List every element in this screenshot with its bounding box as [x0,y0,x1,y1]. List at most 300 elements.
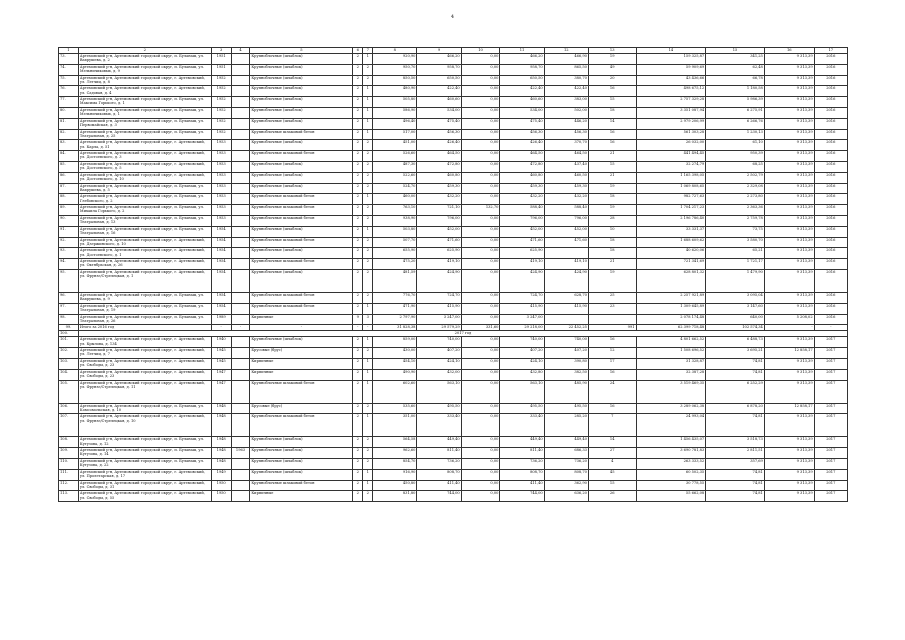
table-cell: 2 [363,403,373,414]
table-cell: 1 [363,414,373,437]
table-cell: 97. [59,303,79,314]
table-row [59,215,848,226]
table-cell: 0,00 [461,75,500,86]
table-cell: 75. [59,75,79,86]
table-cell [231,348,250,359]
table-cell: 460,50 [544,172,588,183]
table-cell: 415,90 [544,303,588,314]
table-cell: 2 [363,215,373,226]
table-cell: 0,00 [461,358,500,369]
table-cell [231,172,250,183]
table-cell: Крупноблочные шлаковый бетон [250,380,353,403]
table-cell: 2 [363,64,373,75]
table-cell: Артемовский р-н, Артемовский городской округ, п. Буланаш, ул. Первомайская, д. 3 [78,118,211,129]
table-cell: Крупноблочные (шлаблок) [250,64,353,75]
table-cell: 625,90 [417,248,461,259]
table-cell: 432,20 [544,194,588,205]
table-cell: 2 [353,172,363,183]
table-cell: 1948 [211,403,231,414]
table-cell: 2 [353,226,363,237]
table-cell: 107. [59,414,79,437]
table-cell: 2 [363,248,373,259]
table-cell: 466,90 [544,54,588,65]
table-cell: 2017 [814,437,847,448]
table-cell: 0,00 [461,54,500,65]
table-cell: 452,00 [417,226,461,237]
table-cell: 495,50 [417,403,461,414]
table-cell: 0,00 [461,458,500,469]
table-cell: 9 [353,314,363,325]
table-cell: Крупноблочные (шлаблок) [250,248,353,259]
table-cell: 740,00 [544,337,588,348]
table-row [59,403,848,414]
table-cell: Крупноблочные шлаковый бетон [250,205,353,216]
table-cell: Артемовский р-н, Артемовский городской округ, п. Буланаш, ул. Кутузова, д. 22 [78,458,211,469]
table-cell: 422,40 [417,86,461,97]
table-cell: 0,00 [461,129,500,140]
table-cell: 426,40 [500,140,544,151]
table-cell: 0,00 [461,194,500,205]
table-cell: 2017 [814,369,847,380]
table-cell: 3 [363,314,373,325]
table-cell: 655,90 [373,248,417,259]
table-cell: Артемовский р-н, Артемовский городской округ, г. Артемовский, ул. Свободы, д. 23 [78,369,211,380]
table-cell: 1952 [211,129,231,140]
table-cell: 0,00 [461,369,500,380]
table-cell: 464,50 [417,151,461,162]
table-cell: 1954 [211,269,231,292]
table-cell: 628 801,32 [636,269,706,292]
table-cell: 865,50 [544,64,588,75]
header-cell: 8 [373,48,417,54]
table-cell: 0,00 [461,151,500,162]
table-cell: Артемовский р-н, Артемовский городской округ, г. Артемовский, ул. Крылова, д. 134 [78,337,211,348]
header-cell: 13 [588,48,636,54]
table-cell: 628,70 [544,292,588,303]
table-cell: 2 [353,151,363,162]
table-cell: Артемовский р-н, Артемовский городской округ, п. Буланаш, ул. Театральная, д. 25 [78,129,211,140]
table-cell: 96. [59,292,79,303]
table-cell: 9 313,39 [764,129,814,140]
header-cell: 11 [500,48,544,54]
table-cell: Артемовский р-н, Артемовский городской округ, г. Артемовский, ул. Фрунзе/Стрелецкая, д. 10 [78,414,211,437]
table-cell: 0,00 [461,269,500,292]
table-cell: 0,00 [461,161,500,172]
table-cell: 740,00 [417,337,461,348]
table-row [59,237,848,248]
table-cell: Артемовский р-н, Артемовский городской округ, п. Буланаш, ул. Комсомольская, д. 10 [78,403,211,414]
table-cell: 3 580,70 [706,237,765,248]
table-cell: 103. [59,358,79,369]
table-cell: 2 [353,129,363,140]
table-cell: 2016 [814,64,847,75]
table-cell: Артемовский р-н, Артемовский городской округ, г. Артемовский, ул. Октябрьская, д. 26 [78,259,211,270]
table-cell: 1 069 808,65 [636,183,706,194]
table-cell: 3 147,60 [706,303,765,314]
table-cell: 0,00 [461,107,500,118]
table-cell: 112. [59,480,79,491]
table-cell: 1953 [211,172,231,183]
table-cell: 2016 [814,172,847,183]
table-cell: Крупноблочные (шлаблок) [250,107,353,118]
table-cell: 2 [363,172,373,183]
table-row [59,107,848,118]
table-cell: 2016 [814,303,847,314]
table-cell: 0,00 [461,259,500,270]
table-cell: 1949 [211,469,231,480]
table-cell: 9 313,39 [764,161,814,172]
table-row [59,248,848,259]
table-cell: 415,90 [500,303,544,314]
table-cell [231,161,250,172]
table-cell: 26 032,00 [636,140,706,151]
total-cell: 31 828,38 [373,325,417,331]
table-cell: 370,70 [544,140,588,151]
table-cell: 2 363,36 [706,205,765,216]
table-cell [231,358,250,369]
header-cell: 3 [211,48,231,54]
table-cell: 2 [363,269,373,292]
table-cell: 2016 [814,314,847,325]
table-cell: 776,70 [373,292,417,303]
table-cell: 1953 [211,215,231,226]
table-row [59,437,848,448]
table-cell: 2 078 174,48 [636,314,706,325]
table-cell: 2017 [814,480,847,491]
table-cell: 15 [588,480,636,491]
table-cell: 18 [588,248,636,259]
table-cell: 2 [353,448,363,459]
table-cell: 2 [353,292,363,303]
table-cell: 9 313,39 [764,448,814,459]
header-cell: 17 [814,48,847,54]
table-cell: 89. [59,205,79,216]
header-cell: 16 [764,48,814,54]
table-cell: 982 727,63 [636,194,706,205]
table-cell: 1 230,13 [706,129,765,140]
housing-register-table [58,47,848,502]
table-cell [231,458,250,469]
table-cell [231,183,250,194]
table-cell: 28 [588,215,636,226]
table-cell: 534,00 [500,107,544,118]
header-cell: 6 [353,48,363,54]
table-cell: Крупноблочные (шлаблок) [250,458,353,469]
table-cell: 5 986,39 [706,97,765,108]
table-cell: 2 273,80 [706,194,765,205]
table-cell: 1954 [211,248,231,259]
table-cell: 2017 [814,469,847,480]
table-cell: 588,40 [544,205,588,216]
table-cell: 9 313,39 [764,248,814,259]
table-cell: 2016 [814,183,847,194]
table-cell: 1952 [211,75,231,86]
table-cell: Артемовский р-н, Артемовский городской округ, п. Буланаш, ул. Вахрушева, д. 2 [78,54,211,65]
table-cell: Кирпичные [250,491,353,502]
header-cell: 1 [59,48,79,54]
table-cell: Артемовский р-н, Артемовский городской округ, г. Артемовский, ул. Пролетарская, д. 17 [78,469,211,480]
table-cell: 471,90 [373,303,417,314]
table-cell: 796,00 [417,215,461,226]
table-cell: 424,10 [500,358,544,369]
table-cell: 9 313,39 [764,64,814,75]
table-cell: 2016 [814,205,847,216]
table-cell: 351,00 [373,414,417,437]
table-cell: 87. [59,183,79,194]
table-cell: 407,20 [544,348,588,359]
table-cell: 2 [353,369,363,380]
table-cell: 0,00 [461,183,500,194]
table-cell: 650,50 [417,75,461,86]
table-cell: 958,70 [417,64,461,75]
table-row [59,448,848,459]
total-cell: - [353,325,363,331]
table-cell: 2017 [814,348,847,359]
table-cell: Артемовский р-н, Артемовский городской округ, г. Артемовский, ул. Летчиц, д. 7 [78,348,211,359]
table-cell: Артемовский р-н, Артемовский городской округ, г. Артемовский, ул. Достоевского, д. 10 [78,172,211,183]
table-cell: 2 [353,480,363,491]
table-cell: 2017 [814,414,847,437]
table-cell [231,314,250,325]
table-cell: 66,78 [706,75,765,86]
table-cell: 962,60 [373,448,417,459]
total-cell: - [363,325,373,331]
table-cell: 2016 [814,292,847,303]
table-cell: Артемовский р-н, Артемовский городской округ, г. Артемовский, ул. Садовая, д. 4 [78,86,211,97]
table-cell: 472,80 [417,161,461,172]
table-cell: 2 797,90 [373,314,417,325]
table-cell: 59 909,69 [636,64,706,75]
table-cell: 1 [363,107,373,118]
table-cell: 498 675,12 [636,86,706,97]
table-row [59,140,848,151]
table-cell: 2 [353,215,363,226]
table-cell: 9 313,39 [764,172,814,183]
table-cell: 21 [588,259,636,270]
table-cell: 2 [353,64,363,75]
table-row [59,303,848,314]
table-cell: 451,00 [373,140,417,151]
table-cell: 0,00 [461,303,500,314]
table-cell: 1950 [211,491,231,502]
table-cell: 2 [353,358,363,369]
table-cell: 111. [59,469,79,480]
table-cell: 1948 [211,414,231,437]
table-cell: Крупноблочные (шлаблок) [250,269,353,292]
table-cell: 1953 [211,161,231,172]
table-cell: 101. [59,337,79,348]
table-cell: 2 [363,448,373,459]
table-cell: 109. [59,448,79,459]
table-cell: Крупноблочные (шлаблок) [250,448,353,459]
table-cell: 686,33 [544,448,588,459]
table-cell: 1952 [211,118,231,129]
total-cell: 29 218,00 [500,325,544,331]
table-cell: 450,80 [373,480,417,491]
table-cell: 9 313,39 [764,480,814,491]
table-cell: Артемовский р-н, Артемовский городской округ, п. Буланаш, ул. Театральная, д. 19 [78,303,211,314]
table-cell: 2 [363,205,373,216]
table-cell: 920,90 [373,54,417,65]
table-cell: Артемовский р-н, Артемовский городской округ, г. Артемовский, ул. Свободы, д. 55 [78,491,211,502]
table-cell: 15 [588,161,636,172]
table-cell: 808,70 [417,469,461,480]
table-cell: 487,30 [373,161,417,172]
table-row [59,259,848,270]
table-cell: 475,40 [500,118,544,129]
table-cell: 2 [363,458,373,469]
table-cell: 1 [363,303,373,314]
table-cell: 9 313,39 [764,303,814,314]
table-cell: 2 759,78 [706,215,765,226]
table-cell: Крупноблочные шлаковый бетон [250,215,353,226]
table-cell: 0,00 [461,140,500,151]
table-cell: 522,60 [373,172,417,183]
table-cell: 263 333,52 [636,458,706,469]
table-cell: 2 [353,86,363,97]
table-cell: 1 456 435,07 [636,437,706,448]
table-cell: 12 [588,348,636,359]
table-cell: 2 [353,491,363,502]
table-cell: 459,30 [417,183,461,194]
table-cell: 471,60 [500,237,544,248]
table-cell [231,118,250,129]
table-cell: 92. [59,237,79,248]
table-cell: 9 313,39 [764,358,814,369]
table-cell: 12 858,17 [764,403,814,414]
total-cell: 29 579,29 [417,325,461,331]
table-cell: 16 [588,403,636,414]
table-cell: 84. [59,151,79,162]
table-cell: 2016 [814,97,847,108]
table-cell: 602,60 [373,380,417,403]
table-cell: 2017 [814,358,847,369]
header-cell: 9 [417,48,461,54]
table-cell: Артемовский р-н, Артемовский городской округ, г. Артемовский, ул. Достоевского, д. 3 [78,151,211,162]
header-cell: 7 [363,48,373,54]
table-cell: 93. [59,248,79,259]
table-cell: 1954 [211,237,231,248]
table-row [59,205,848,216]
table-cell [231,380,250,403]
table-cell: 650,50 [500,75,544,86]
table-cell: 6 252,29 [706,380,765,403]
table-cell: 2 [353,205,363,216]
header-cell: 15 [706,48,765,54]
table-cell: 0,00 [461,414,500,437]
table-row [59,161,848,172]
table-cell [231,75,250,86]
total-cell: - [250,325,353,331]
table-cell: Артемовский р-н, Артемовский городской округ, п. Буланаш, ул. Мельничиковых, д. 9 [78,64,211,75]
table-cell: 9 313,39 [764,226,814,237]
table-cell: Крупноблочные шлаковый бетон [250,151,353,162]
table-cell: 564,58 [373,437,417,448]
table-cell: 456,30 [544,129,588,140]
table-cell: 61,10 [706,140,765,151]
table-cell: 2 [353,194,363,205]
table-cell: 2016 [814,194,847,205]
table-cell: 6 878,20 [706,403,765,414]
table-cell: 724,70 [500,292,544,303]
table-row [59,358,848,369]
table-cell: 26 [588,491,636,502]
table-cell [231,303,250,314]
table-cell: 18 [588,237,636,248]
table-cell: 1989 [211,314,231,325]
total-cell: 102 574,34 [706,325,765,331]
table-cell: 2 [363,151,373,162]
table-cell: 333,40 [417,414,461,437]
table-cell: Кирпичные [250,369,353,380]
table-cell: 74,81 [706,358,765,369]
table-cell: 105. [59,380,79,403]
total-cell: 331,60 [461,325,500,331]
table-cell [231,480,250,491]
table-cell: 81. [59,118,79,129]
total-cell: - [231,325,250,331]
table-cell: 480,90 [373,86,417,97]
table-cell: 74,81 [706,369,765,380]
table-cell: 475,40 [417,118,461,129]
table-cell: 2 [363,237,373,248]
table-cell: 2 [363,292,373,303]
table-cell: Крупноблочные шлаковый бетон [250,414,353,437]
table-cell: Артемовский р-н, Артемовский городской округ, п. Буланаш, ул. Театральная, д. 13 [78,215,211,226]
table-cell: 333,40 [500,414,544,437]
table-cell: 460,00 [373,194,417,205]
table-cell: 454,10 [373,358,417,369]
table-cell: 503,80 [373,226,417,237]
table-cell [544,314,588,325]
table-cell: 424,90 [417,269,461,292]
table-cell: 1950 [211,480,231,491]
table-cell [231,205,250,216]
table-cell: 721 341,69 [636,259,706,270]
table-cell: 2 [363,183,373,194]
table-cell: 383,00 [544,97,588,108]
table-cell: 1954 [211,303,231,314]
table-cell: Крупноблочные (шлаблок) [250,437,353,448]
table-cell: 449,40 [500,437,544,448]
table-cell: 419,10 [544,259,588,270]
table-cell: Крупноблочные (шлаблок) [250,118,353,129]
table-row [59,458,848,469]
table-cell: Артемовский р-н, Артемовский городской округ, п. Буланаш, ул. Кутузова, д. 12 [78,437,211,448]
table-cell: 1953 [211,205,231,216]
table-cell: 950,70 [373,64,417,75]
table-cell: Крупноблочные шлаковый бетон [250,292,353,303]
table-cell: 2 [353,403,363,414]
table-cell: 2 [363,437,373,448]
table-cell [231,86,250,97]
table-cell: 90. [59,215,79,226]
table-cell: Брусовые (брус) [250,348,353,359]
table-cell: 481,59 [373,269,417,292]
table-cell: Кирпичные [250,358,353,369]
table-cell: 0,00 [461,86,500,97]
table-cell: 9 313,39 [764,369,814,380]
table-cell: 9 313,39 [764,259,814,270]
table-cell: 0,00 [461,403,500,414]
table-cell: 1 309 645,89 [636,303,706,314]
table-cell: Артемовский р-н, Артемовский городской округ, г. Артемовский, ул. Дзержинского, д. 10 [78,237,211,248]
table-cell: Артемовский р-н, Артемовский городской округ, п. Буланаш, ул. Михаила Горького, д. 2 [78,205,211,216]
table-cell: 74. [59,64,79,75]
table-row [59,369,848,380]
table-cell: 495,50 [500,403,544,414]
table-cell: 2 [353,107,363,118]
